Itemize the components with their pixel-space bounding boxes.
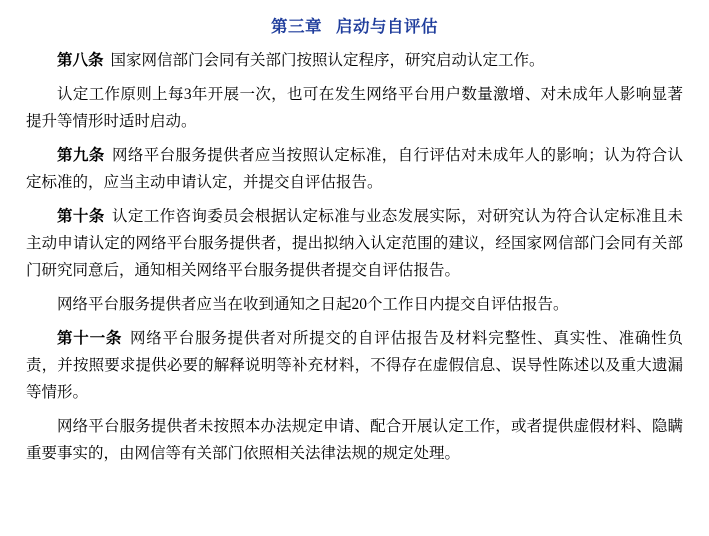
paragraph-article-10-cont [26,292,683,319]
paragraph-article-10 [26,204,683,285]
chapter-number: 第三章 [271,17,322,36]
paragraph-text: 认定工作原则上每3年开展一次，也可在发生网络平台用户数量激增、对未成年人影响显著提升等情形时适时启动。 [26,86,683,131]
paragraph-article-8-cont [26,82,683,136]
paragraph-text: 认定工作咨询委员会根据认定标准与业态发展实际，对研究认为符合认定标准且未主动申请认定的网络平台服务提供者，提出拟纳入认定范围的建议，经国家网信部门会同有关部门研究同意后，通知相关网络平台服务提供者提交自评估报告。 [26,208,683,280]
paragraph-text: 网络平台服务提供者对所提交的自评估报告及材料完整性、真实性、准确性负责，并按照要求提供必要的解释说明等补充材料，不得存在虚假信息、误导性陈述以及重大遗漏等情形。 [26,330,683,402]
paragraph-text: 网络平台服务提供者未按照本办法规定申请、配合开展认定工作，或者提供虚假材料、隐瞒重要事实的，由网信等有关部门依照相关法律法规的规定处理。 [26,418,683,463]
document-body [26,48,683,468]
paragraph-text: 网络平台服务提供者应当在收到通知之日起20个工作日内提交自评估报告。 [57,296,569,314]
paragraph-text: 国家网信部门会同有关部门按照认定程序，研究启动认定工作。 [110,52,545,70]
paragraph-article-11 [26,326,683,407]
article-label: 第十条 [57,208,105,226]
chapter-name: 启动与自评估 [336,17,438,36]
article-label: 第九条 [57,147,105,165]
paragraph-article-8 [26,48,683,75]
article-label: 第八条 [57,52,104,70]
paragraph-text: 网络平台服务提供者应当按照认定标准，自行评估对未成年人的影响；认为符合认定标准的，应当主动申请认定，并提交自评估报告。 [26,147,683,192]
chapter-heading [26,16,683,37]
paragraph-article-9 [26,143,683,197]
paragraph-article-11-cont [26,414,683,468]
article-label: 第十一条 [57,330,123,348]
